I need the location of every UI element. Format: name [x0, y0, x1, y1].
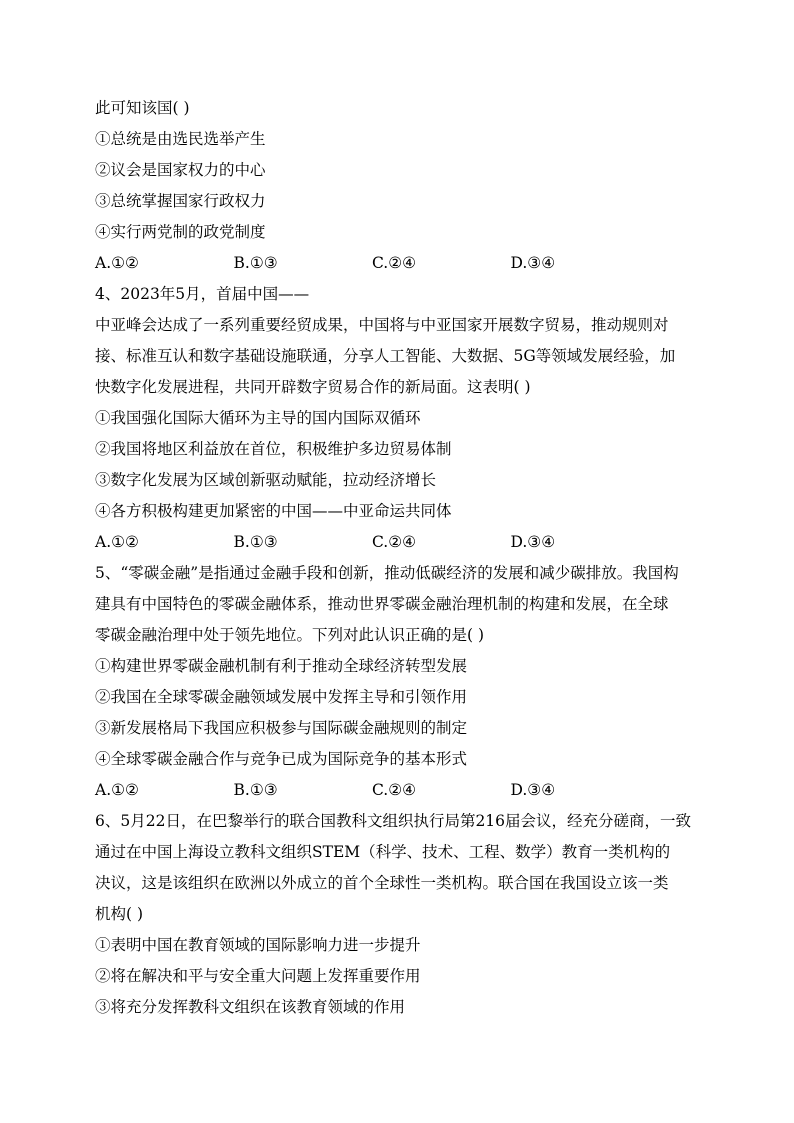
question-3-stem-tail: 此可知该国( ) — [95, 99, 190, 117]
question-4-stem-line-2: 中亚峰会达成了一系列重要经贸成果，中国将与中亚国家开展数字贸易，推动规则对 — [95, 316, 669, 334]
option-b: B.①③ — [233, 254, 278, 272]
question-4-statement-4: ④各方积极构建更加紧密的中国——中亚命运共同体 — [95, 502, 452, 520]
option-a: A.①② — [95, 781, 139, 799]
option-c: C.②④ — [372, 781, 417, 799]
option-c: C.②④ — [372, 254, 417, 272]
option-b: B.①③ — [233, 533, 278, 551]
question-4-statement-1: ①我国强化国际大循环为主导的国内国际双循环 — [95, 409, 421, 427]
question-5-statement-4: ④全球零碳金融合作与竞争已成为国际竞争的基本形式 — [95, 750, 468, 768]
question-4-block — [95, 279, 705, 558]
question-6-stem-line-4: 机构( ) — [95, 905, 144, 923]
question-6-statement-2: ②将在解决和平与安全重大问题上发挥重要作用 — [95, 967, 421, 985]
question-5-options — [95, 775, 705, 806]
option-c: C.②④ — [372, 533, 417, 551]
question-5-statement-3: ③新发展格局下我国应积极参与国际碳金融规则的制定 — [95, 719, 468, 737]
question-5-stem-line-3: 零碳金融治理中处于领先地位。下列对此认识正确的是( ) — [95, 626, 485, 644]
option-d: D.③④ — [510, 781, 556, 799]
question-4-statement-2: ②我国将地区利益放在首位，积极维护多边贸易体制 — [95, 440, 452, 458]
question-6-block — [95, 806, 705, 1023]
question-3-statement-2: ②议会是国家权力的中心 — [95, 161, 266, 179]
question-3-options — [95, 248, 705, 279]
question-4-stem-line-3: 接、标准互认和数字基础设施联通，分享人工智能、大数据、5G等领域发展经验，加 — [95, 347, 676, 365]
question-6-stem-line-1: 6、5月22日，在巴黎举行的联合国教科文组织执行局第216届会议，经充分磋商，一致 — [95, 812, 692, 830]
option-b: B.①③ — [233, 781, 278, 799]
question-5-stem-line-1: 5、“零碳金融”是指通过金融手段和创新，推动低碳经济的发展和减少碳排放。我国构 — [95, 564, 679, 582]
question-6-statement-1: ①表明中国在教育领域的国际影响力进一步提升 — [95, 936, 421, 954]
question-content — [95, 93, 705, 1023]
option-a: A.①② — [95, 254, 139, 272]
option-d: D.③④ — [510, 254, 556, 272]
question-4-options — [95, 527, 705, 558]
question-6-stem-line-3: 决议，这是该组织在欧洲以外成立的首个全球性一类机构。联合国在我国设立该一类 — [95, 874, 669, 892]
question-5-statement-2: ②我国在全球零碳金融领域发展中发挥主导和引领作用 — [95, 688, 468, 706]
question-3-block — [95, 93, 705, 279]
question-4-stem-line-4: 快数字化发展进程，共同开辟数字贸易合作的新局面。这表明( ) — [95, 378, 531, 396]
question-5-stem-line-2: 建具有中国特色的零碳金融体系，推动世界零碳金融治理机制的构建和发展，在全球 — [95, 595, 669, 613]
question-4-statement-3: ③数字化发展为区域创新驱动赋能，拉动经济增长 — [95, 471, 437, 489]
question-3-statement-4: ④实行两党制的政党制度 — [95, 223, 266, 241]
question-5-statement-1: ①构建世界零碳金融机制有利于推动全球经济转型发展 — [95, 657, 468, 675]
option-d: D.③④ — [510, 533, 556, 551]
question-5-block — [95, 558, 705, 806]
question-6-stem-line-2: 通过在中国上海设立教科文组织STEM（科学、技术、工程、数学）教育一类机构的 — [95, 843, 671, 861]
question-4-stem-line-1: 4、2023年5月，首届中国—— — [95, 285, 310, 303]
question-3-statement-1: ①总统是由选民选举产生 — [95, 130, 266, 148]
question-6-statement-3: ③将充分发挥教科文组织在该教育领域的作用 — [95, 998, 406, 1016]
option-a: A.①② — [95, 533, 139, 551]
question-3-statement-3: ③总统掌握国家行政权力 — [95, 192, 266, 210]
